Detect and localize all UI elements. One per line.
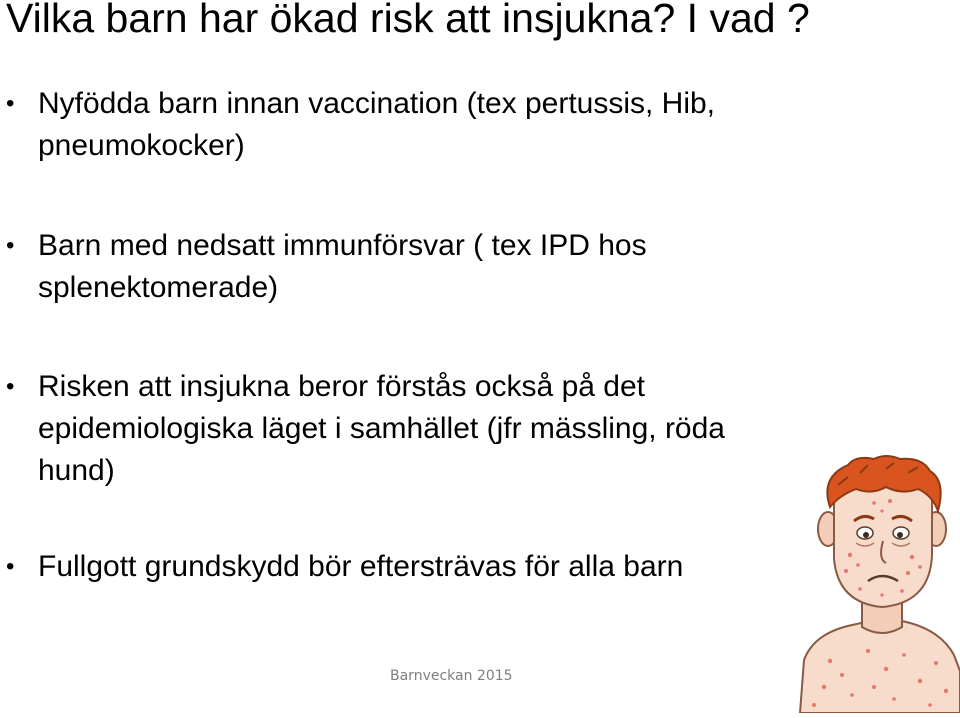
bullet-line: Nyfödda barn innan vaccination (tex pertussis, Hib,: [38, 87, 716, 120]
bullet-line: splenektomerade): [38, 271, 279, 304]
sick-child-illustration: [790, 455, 960, 713]
bullet-text: [38, 83, 715, 167]
bullet-text: [38, 225, 647, 309]
slide-title: Vilka barn har ökad risk att insjukna? I vad ?: [6, 0, 810, 41]
bullet-line: Fullgott grundskydd bör eftersträvas för alla barn: [38, 550, 684, 583]
bullet-marker: •: [6, 90, 15, 117]
slide-footer: Barnveckan 2015: [390, 668, 513, 684]
bullet-line: Barn med nedsatt immunförsvar ( tex IPD hos: [38, 229, 647, 262]
bullet-marker: •: [6, 232, 15, 259]
bullet-line: Risken att insjukna beror förstås också på det: [38, 370, 645, 403]
bullet-line: hund): [38, 454, 115, 487]
bullet-line: pneumokocker): [38, 129, 245, 162]
bullet-text: [38, 366, 725, 492]
bullet-marker: •: [6, 553, 15, 580]
bullet-text: [38, 546, 683, 588]
bullet-marker: •: [6, 373, 15, 400]
bullet-line: epidemiologiska läget i samhället (jfr mässling, röda: [38, 412, 725, 445]
